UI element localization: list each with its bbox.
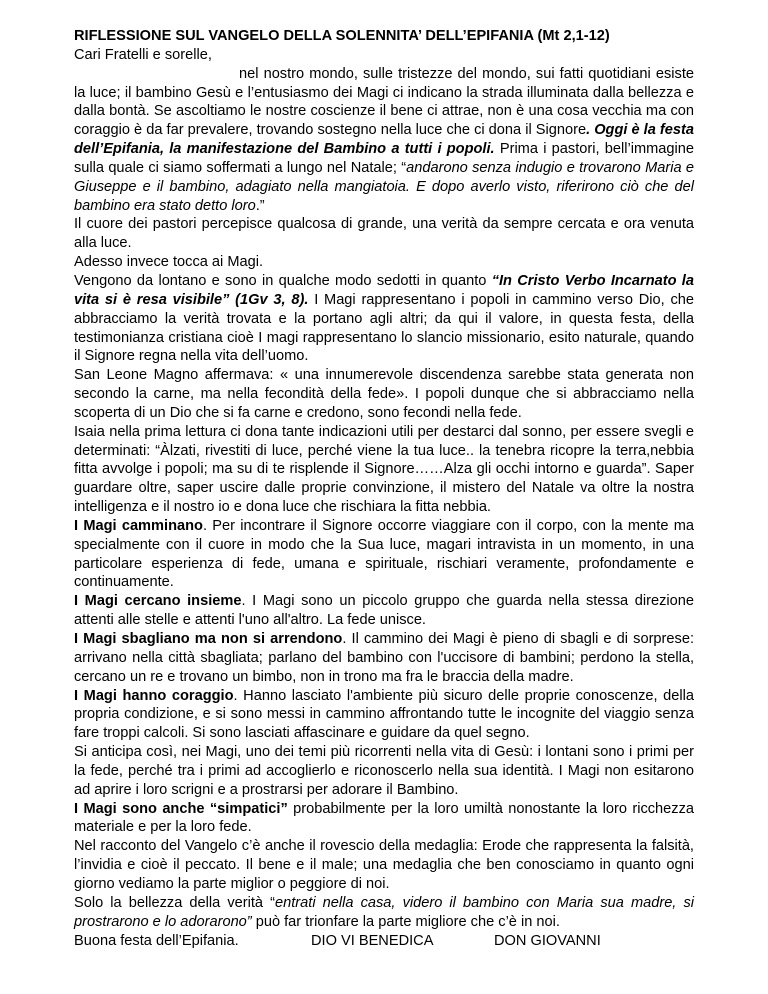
paragraph-14-quote: entrati nella casa, videro il bambino con Maria sua madre, si prostrarono e lo adorarono” — [74, 894, 695, 930]
paragraph-4-quote: “In Cristo Verbo Incarnato la vita si è resa visibile” (1Gv 3, 8). — [74, 272, 694, 308]
closing-blessing: DIO VI BENEDICA — [311, 932, 434, 949]
paragraph-13: Nel racconto del Vangelo c’è anche il rovescio della medaglia: Erode che rappresenta la falsità, l’invidia e cioè il peccato. Il bene e il male; una medaglia che ben conosciamo in quanto ogni giorno vediamo la parte miglior o peggiore di noi. — [74, 838, 694, 892]
paragraph-1 — [74, 65, 694, 216]
paragraph-14-text: Solo la bellezza della verità “ — [74, 894, 275, 911]
closing-line — [74, 932, 694, 951]
paragraph-1-quote: andarono senza indugio e trovarono Maria e Giuseppe e il bambino, adagiato nella mangiatoia. E dopo averlo visto, riferirono ciò che del bambino era stato detto loro — [74, 159, 695, 214]
paragraph-9 — [74, 630, 694, 687]
paragraph-11: Si anticipa così, nei Magi, uno dei temi più ricorrenti nella vita di Gesù: i lontani sono i primi per la fede, perché tra i primi ad accoglierlo e riconoscerlo nella sua identità. I Magi non esitarono ad aprire i loro scrigni e a prostrarsi per adorare il Bambino. — [74, 744, 694, 798]
paragraph-12-heading: I Magi sono anche “simpatici” — [74, 800, 288, 817]
paragraph-12 — [74, 800, 694, 838]
closing-wish: Buona festa dell’Epifania. — [74, 932, 239, 949]
paragraph-4-text: Vengono da lontano e sono in qualche modo sedotti in quanto — [74, 272, 492, 289]
paragraph-14-text-2: può far trionfare la parte migliore che c’è in noi. — [251, 913, 560, 930]
paragraph-1-emphasis: . Oggi è la festa dell’Epifania, la manifestazione del Bambino a tutti i popoli. — [74, 122, 694, 158]
paragraph-10-text: . Hanno lasciato l'ambiente più sicuro delle proprie conoscenze, della propria condizione, e si sono messi in cammino affrontando tutte le incognite del viaggio senza fare troppi calcoli. Si sono lasciati affascinare e guidare da quel segno. — [74, 687, 694, 742]
paragraph-1-quote-end: .” — [255, 197, 265, 214]
paragraph-4 — [74, 272, 694, 366]
document-title: RIFLESSIONE SUL VANGELO DELLA SOLENNITA’ DELL’EPIFANIA (Mt 2,1-12) — [74, 28, 610, 44]
greeting: Cari Fratelli e sorelle, — [74, 46, 212, 63]
paragraph-8-text: . I Magi sono un piccolo gruppo che guarda nella stessa direzione attenti alle stelle e attenti l'uno all'altro. La fede unisce. — [74, 593, 694, 629]
paragraph-7-heading: I Magi camminano — [74, 517, 203, 534]
paragraph-10-heading: I Magi hanno coraggio — [74, 687, 234, 704]
paragraph-9-heading: I Magi sbagliano ma non si arrendono — [74, 631, 343, 647]
paragraph-4-text-2: I Magi rappresentano i popoli in cammino verso Dio, che abbracciamo la verità trovata e la portano agli altri; da qui il valore, in questa festa, della testimonianza cristiana cioè I magi rappresentano lo slancio missionario, esito naturale, quando il Signore regna nella vita dell’uomo. — [74, 291, 694, 365]
paragraph-14 — [74, 894, 694, 932]
paragraph-10 — [74, 687, 694, 744]
paragraph-1-text: nel nostro mondo, sulle tristezze del mondo, sui fatti quotidiani esiste la luce; il bambino Gesù e l’entusiasmo dei Magi ci indicano la strada illuminata dalla bellezza e dalla bontà. Se ascoltiamo le nostre coscienze il bene ci attrae, non è una cosa vecchia ma con coraggio è da far prevalere, trovando sostegno nella luce che ci dona il Signore — [74, 65, 694, 139]
paragraph-5: San Leone Magno affermava: « una innumerevole discendenza sarebbe stata generata non secondo la carne, ma nella fecondità della fede». I popoli dunque che si abbracciamo nella scoperta di un Dio che si fa carne e credono, sono fecondi nella fede. — [74, 367, 694, 421]
paragraph-8-heading: I Magi cercano insieme — [74, 593, 242, 610]
paragraph-1-text-2: Prima i pastori, bell’immagine sulla quale ci siamo soffermati a lungo nel Natale; “ — [74, 141, 695, 176]
paragraph-6: Isaia nella prima lettura ci dona tante indicazioni utili per destarci dal sonno, per essere svegli e determinati: “Àlzati, rivestiti di luce, perché viene la tua luce.. la tenebra ricopre la terra,nebbia fitta avvolge i popoli; ma su di te risplende il Signore……Alza gli occhi intorno e guarda”. Saper guardare oltre, saper uscire dalle proprie convinzione, il mistero del Natale va oltre la nostra intelligenza e il nostro io e dona luce che rischiara la fitta nebbia. — [74, 423, 694, 516]
paragraph-7 — [74, 517, 694, 592]
paragraph-7-text: . Per incontrare il Signore occorre viaggiare con il corpo, con la mente ma specialmente con il cuore in modo che la Sua luce, magari intravista in un momento, in una particolare esperienza di fede, umana e spirituale, rischiari veramente, profondamente e continuamente. — [74, 517, 694, 591]
paragraph-3: Adesso invece tocca ai Magi. — [74, 254, 264, 271]
closing-author: DON GIOVANNI — [494, 932, 601, 949]
paragraph-9-text: . Il cammino dei Magi è pieno di sbagli e di sorprese: arrivano nella città sbagliata; parlano del bambino con l'uccisore di bambini; perdono la stella, cercano un re e trovano un bimbo, non in trono ma fra le braccia della madre. — [74, 631, 694, 685]
paragraph-2: Il cuore dei pastori percepisce qualcosa di grande, una verità da sempre cercata e ora venuta alla luce. — [74, 216, 694, 252]
paragraph-12-text: probabilmente per la loro umiltà nonostante la loro ricchezza materiale e per la loro fede. — [74, 800, 694, 836]
paragraph-8 — [74, 592, 694, 630]
